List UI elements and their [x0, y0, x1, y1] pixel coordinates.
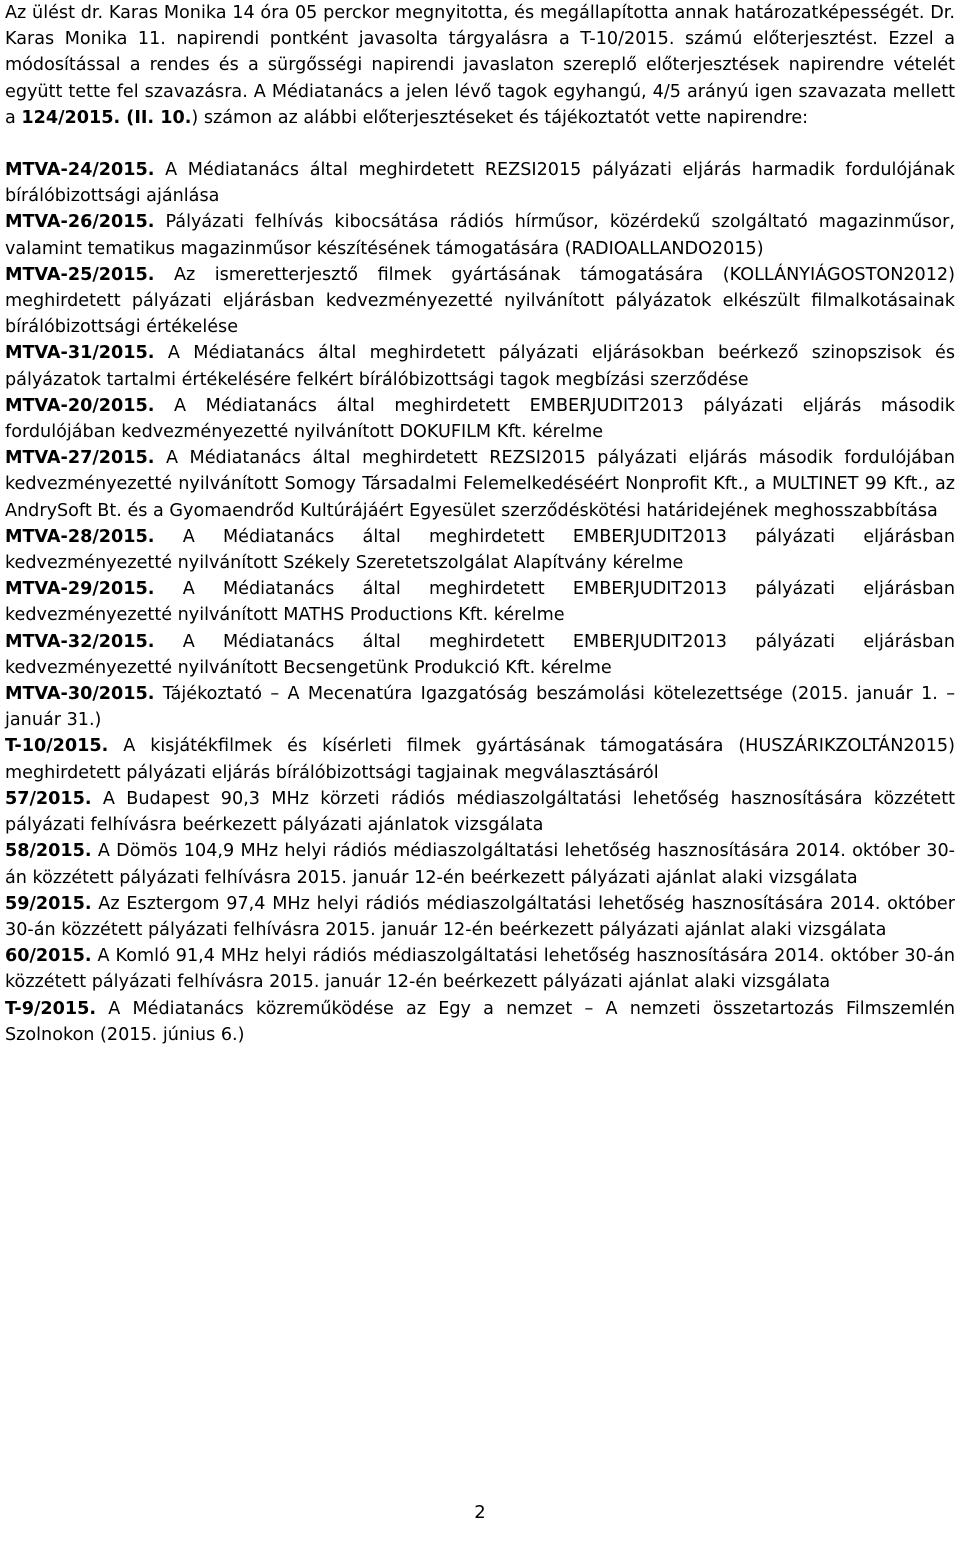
resolution-number: 124/2015. (II. 10. — [21, 107, 192, 128]
agenda-item-text: A Médiatanács által meghirdetett REZSI2015 pályázati eljárás harmadik fordulójának bírálóbizottsági ajánlása — [5, 160, 955, 207]
page-number: 2 — [474, 1502, 486, 1523]
agenda-item-text: A Budapest 90,3 MHz körzeti rádiós médiaszolgáltatási lehetőség hasznosítására közzétett pályázati felhívásra beérkezett pályázati ajánlatok vizsgálata — [5, 788, 955, 836]
agenda-item-code: MTVA-28/2015. — [5, 526, 155, 547]
agenda-item-code: 57/2015. — [5, 788, 92, 809]
agenda-item-code: MTVA-26/2015. — [5, 212, 155, 233]
agenda-item-code: MTVA-32/2015. — [5, 631, 155, 652]
agenda-item-code: 58/2015. — [5, 841, 92, 862]
intro-text-2: ) számon az alábbi előterjesztéseket és tájékoztatót vette napirendre: — [191, 107, 809, 128]
agenda-item — [5, 524, 955, 576]
agenda-item-code: MTVA-30/2015. — [5, 684, 155, 705]
agenda-item — [5, 681, 955, 733]
agenda-item — [5, 733, 955, 785]
agenda-item-code: MTVA-25/2015. — [5, 264, 155, 285]
agenda-item-code: 59/2015. — [5, 893, 92, 914]
agenda-item-text: A kisjátékfilmek és kísérleti filmek gyártásának támogatására (HUSZÁRIKZOLTÁN2015) meghirdetett pályázati eljárás bírálóbizottsági tagjainak megválasztásáról — [5, 736, 955, 783]
agenda-item — [5, 891, 955, 943]
agenda-item-code: MTVA-24/2015. — [5, 160, 155, 181]
agenda-item — [5, 943, 955, 995]
agenda-item-text: A Médiatanács által meghirdetett EMBERJUDIT2013 pályázati eljárásban kedvezményezetté nyilvánított MATHS Productions Kft. kérelme — [5, 579, 955, 626]
agenda-item-code: MTVA-31/2015. — [5, 343, 155, 364]
agenda-item-text: Tájékoztató – A Mecenatúra Igazgatóság beszámolási kötelezettsége (2015. január 1. – január 31.) — [5, 684, 955, 731]
agenda-item — [5, 209, 955, 261]
agenda-item-code: T-10/2015. — [5, 736, 109, 757]
agenda-item — [5, 838, 955, 890]
agenda-item-text: A Dömös 104,9 MHz helyi rádiós médiaszolgáltatási lehetőség hasznosítására 2014. október 30-án közzétett pályázati felhívásra 2015. január 12-én beérkezett pályázati ajánlat alaki vizsgálata — [5, 841, 955, 888]
agenda-item-text: Pályázati felhívás kibocsátása rádiós hírműsor, közérdekű szolgáltató magazinműsor, valamint tematikus magazinműsor készítésének támogatására (RADIOALLANDO2015) — [5, 212, 955, 259]
agenda-item-text: A Médiatanács által meghirdetett REZSI2015 pályázati eljárás második fordulójában kedvezményezetté nyilvánított Somogy Társadalmi Felemelkedéséért Nonprofit Kft., a MULTINET 99 Kft., az AndrySoft Bt. és a Gyomaendrőd Kultúrájáért Egyesület szerződéskötési határidejének meghosszabbítása — [5, 448, 955, 521]
agenda-item-text: A Médiatanács által meghirdetett EMBERJUDIT2013 pályázati eljárásban kedvezményezetté nyilvánított Becsengetünk Produkció Kft. kérelme — [5, 631, 955, 678]
agenda-item — [5, 340, 955, 392]
agenda-item-code: 60/2015. — [5, 946, 92, 967]
agenda-item-text: A Médiatanács által meghirdetett EMBERJUDIT2013 pályázati eljárás második fordulójában kedvezményezetté nyilvánított DOKUFILM Kft. kérelme — [5, 395, 955, 443]
agenda-item-text: Az Esztergom 97,4 MHz helyi rádiós médiaszolgáltatási lehetőség hasznosítására 2014. október 30-án közzétett pályázati felhívásra 2015. január 12-én beérkezett pályázati ajánlat alaki vizsgálata — [5, 893, 955, 940]
agenda-item-code: MTVA-27/2015. — [5, 448, 155, 469]
agenda-item — [5, 157, 955, 209]
agenda-item-text: A Komló 91,4 MHz helyi rádiós médiaszolgáltatási lehetőség hasznosítására 2014. október 30-án közzétett pályázati felhívásra 2015. január 12-én beérkezett pályázati ajánlat alaki vizsgálata — [5, 946, 955, 993]
agenda-item-text: A Médiatanács közreműködése az Egy a nemzet – A nemzeti összetartozás Filmszemlén Szolnokon (2015. június 6.) — [5, 998, 955, 1045]
agenda-item-text: Az ismeretterjesztő filmek gyártásának támogatására (KOLLÁNYIÁGOSTON2012) meghirdetett pályázati eljárásban kedvezményezetté nyilvánított pályázatok elkészült filmalkotásainak bírálóbizottsági értékelése — [5, 264, 955, 338]
agenda-list — [5, 157, 955, 1048]
agenda-item-text: A Médiatanács által meghirdetett EMBERJUDIT2013 pályázati eljárásban kedvezményezetté nyilvánított Székely Szeretetszolgálat Alapítvány kérelme — [5, 526, 955, 574]
agenda-item — [5, 393, 955, 445]
agenda-item-code: MTVA-20/2015. — [5, 395, 155, 416]
agenda-item-text: A Médiatanács által meghirdetett pályázati eljárásokban beérkező szinopszisok és pályázatok tartalmi értékelésére felkért bírálóbizottsági tagok megbízási szerződése — [5, 343, 955, 390]
agenda-item — [5, 576, 955, 628]
agenda-item-code: T-9/2015. — [5, 998, 97, 1019]
agenda-item — [5, 445, 955, 524]
agenda-item — [5, 629, 955, 681]
intro-paragraph — [5, 0, 955, 131]
intro-text-1: Az ülést dr. Karas Monika 14 óra 05 perckor megnyitotta, és megállapította annak határozatképességét. Dr. Karas Monika 11. napirendi pontként javasolta tárgyalásra a T-10/2015. számú előterjesztést. Ezzel a módosítással a rendes és a sürgősségi napirendi javaslaton szereplő előterjesztések napirendre vételét együtt tette fel szavazásra. A Médiatanács a jelen lévő tagok egyhangú, 4/5 arányú igen szavazata mellett a — [5, 3, 955, 128]
agenda-item — [5, 996, 955, 1048]
agenda-item-code: MTVA-29/2015. — [5, 579, 155, 600]
document-page — [5, 0, 955, 1048]
agenda-item — [5, 786, 955, 838]
agenda-item — [5, 262, 955, 341]
